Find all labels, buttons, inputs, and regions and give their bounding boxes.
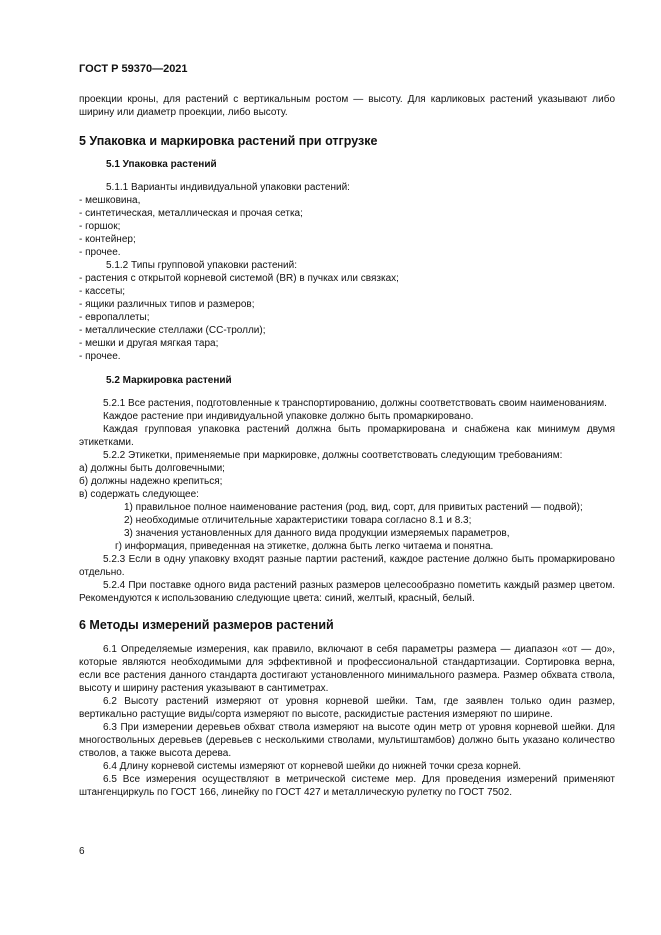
list-item: - растения с открытой корневой системой (BR) в пучках или связках;	[79, 273, 399, 284]
section-5-2-title: 5.2 Маркировка растений	[106, 375, 232, 386]
clause-5-2-1-group: Каждая групповая упаковка растений должна быть промаркирована и снабжена как минимум двумя этикетками.	[79, 424, 615, 448]
clause-6-3: 6.3 При измерении деревьев обхват ствола измеряют на высоте один метр от уровня корневой шейки. Для многоствольных деревьев (деревьев с несколькими стволами, мультиштамбов) должно быть указано количество стволов, а также высота дерева.	[79, 722, 615, 759]
section-5-1-title: 5.1 Упаковка растений	[106, 159, 217, 170]
list-item: - металлические стеллажи (СС-тролли);	[79, 325, 266, 336]
requirement-a: а) должны быть долговечными;	[79, 463, 225, 474]
document-header: ГОСТ Р 59370—2021	[79, 63, 188, 75]
requirement-c-3: 3) значения установленных для данного вида продукции измеряемых параметров,	[124, 528, 510, 539]
list-item: - контейнер;	[79, 234, 136, 245]
section-5-title: 5 Упаковка и маркировка растений при отгрузке	[79, 134, 378, 148]
list-item: - горшок;	[79, 221, 121, 232]
page-number: 6	[79, 846, 85, 857]
clause-6-5: 6.5 Все измерения осуществляют в метрической системе мер. Для проведения измерений применяют штангенциркуль по ГОСТ 166, линейку по ГОСТ 427 и металлическую рулетку по ГОСТ 7502.	[79, 774, 615, 798]
clause-5-2-1: 5.2.1 Все растения, подготовленные к транспортированию, должны соответствовать своим наименованиям.	[103, 398, 607, 409]
requirement-c-2: 2) необходимые отличительные характеристики товара согласно 8.1 и 8.3;	[124, 515, 472, 526]
clause-5-1-1-lead: 5.1.1 Варианты индивидуальной упаковки растений:	[106, 182, 350, 193]
clause-5-1-2-lead: 5.1.2 Типы групповой упаковки растений:	[106, 260, 297, 271]
list-item: - кассеты;	[79, 286, 126, 297]
clause-6-4: 6.4 Длину корневой системы измеряют от корневой шейки до нижней точки среза корней.	[103, 761, 522, 772]
list-item: - европаллеты;	[79, 312, 150, 323]
list-item: - прочее.	[79, 247, 121, 258]
clause-5-2-1-individual: Каждое растение при индивидуальной упаковке должно быть промаркировано.	[103, 411, 474, 422]
page-content	[79, 93, 615, 799]
list-item: - мешковина,	[79, 195, 141, 206]
clause-5-2-4: 5.2.4 При поставке одного вида растений разных размеров целесообразно пометить каждый размер цветом. Рекомендуются к использованию следующие цвета: синий, желтый, красный, белый.	[79, 580, 615, 604]
section-6-title: 6 Методы измерений размеров растений	[79, 618, 334, 632]
list-item: - мешки и другая мягкая тара;	[79, 338, 219, 349]
clause-6-1: 6.1 Определяемые измерения, как правило, включают в себя параметры размера — диапазон «от — до», которые являются необходимыми для эффективной и профессиональной стандартизации. Сортировка верна, если все растения данного стандарта достигают установленного минимального размера. Размер обхвата ствола, высоту и ширину растения указывают в сантиметрах.	[79, 644, 615, 694]
requirement-c: в) содержать следующее:	[79, 489, 199, 500]
clause-5-2-2: 5.2.2 Этикетки, применяемые при маркировке, должны соответствовать следующим требованиям:	[103, 450, 563, 461]
list-item: - ящики различных типов и размеров;	[79, 299, 255, 310]
list-item: - синтетическая, металлическая и прочая сетка;	[79, 208, 303, 219]
list-item: - прочее.	[79, 351, 121, 362]
clause-5-2-3: 5.2.3 Если в одну упаковку входят разные партии растений, каждое растение должно быть промаркировано отдельно.	[79, 554, 615, 578]
intro-paragraph: проекции кроны, для растений с вертикальным ростом — высоту. Для карликовых растений указывают либо ширину или диаметр проекции, либо высоту.	[79, 94, 615, 118]
requirement-d: г) информация, приведенная на этикетке, должна быть легко читаема и понятна.	[115, 541, 494, 552]
requirement-b: б) должны надежно крепиться;	[79, 476, 223, 487]
requirement-c-1: 1) правильное полное наименование растения (род, вид, сорт, для привитых растений — подвой);	[124, 502, 583, 513]
clause-6-2: 6.2 Высоту растений измеряют от уровня корневой шейки. Там, где заявлен только один размер, вертикально растущие виды/сорта измеряют по высоте, раскидистые растения измеряют по ширине.	[79, 696, 615, 720]
